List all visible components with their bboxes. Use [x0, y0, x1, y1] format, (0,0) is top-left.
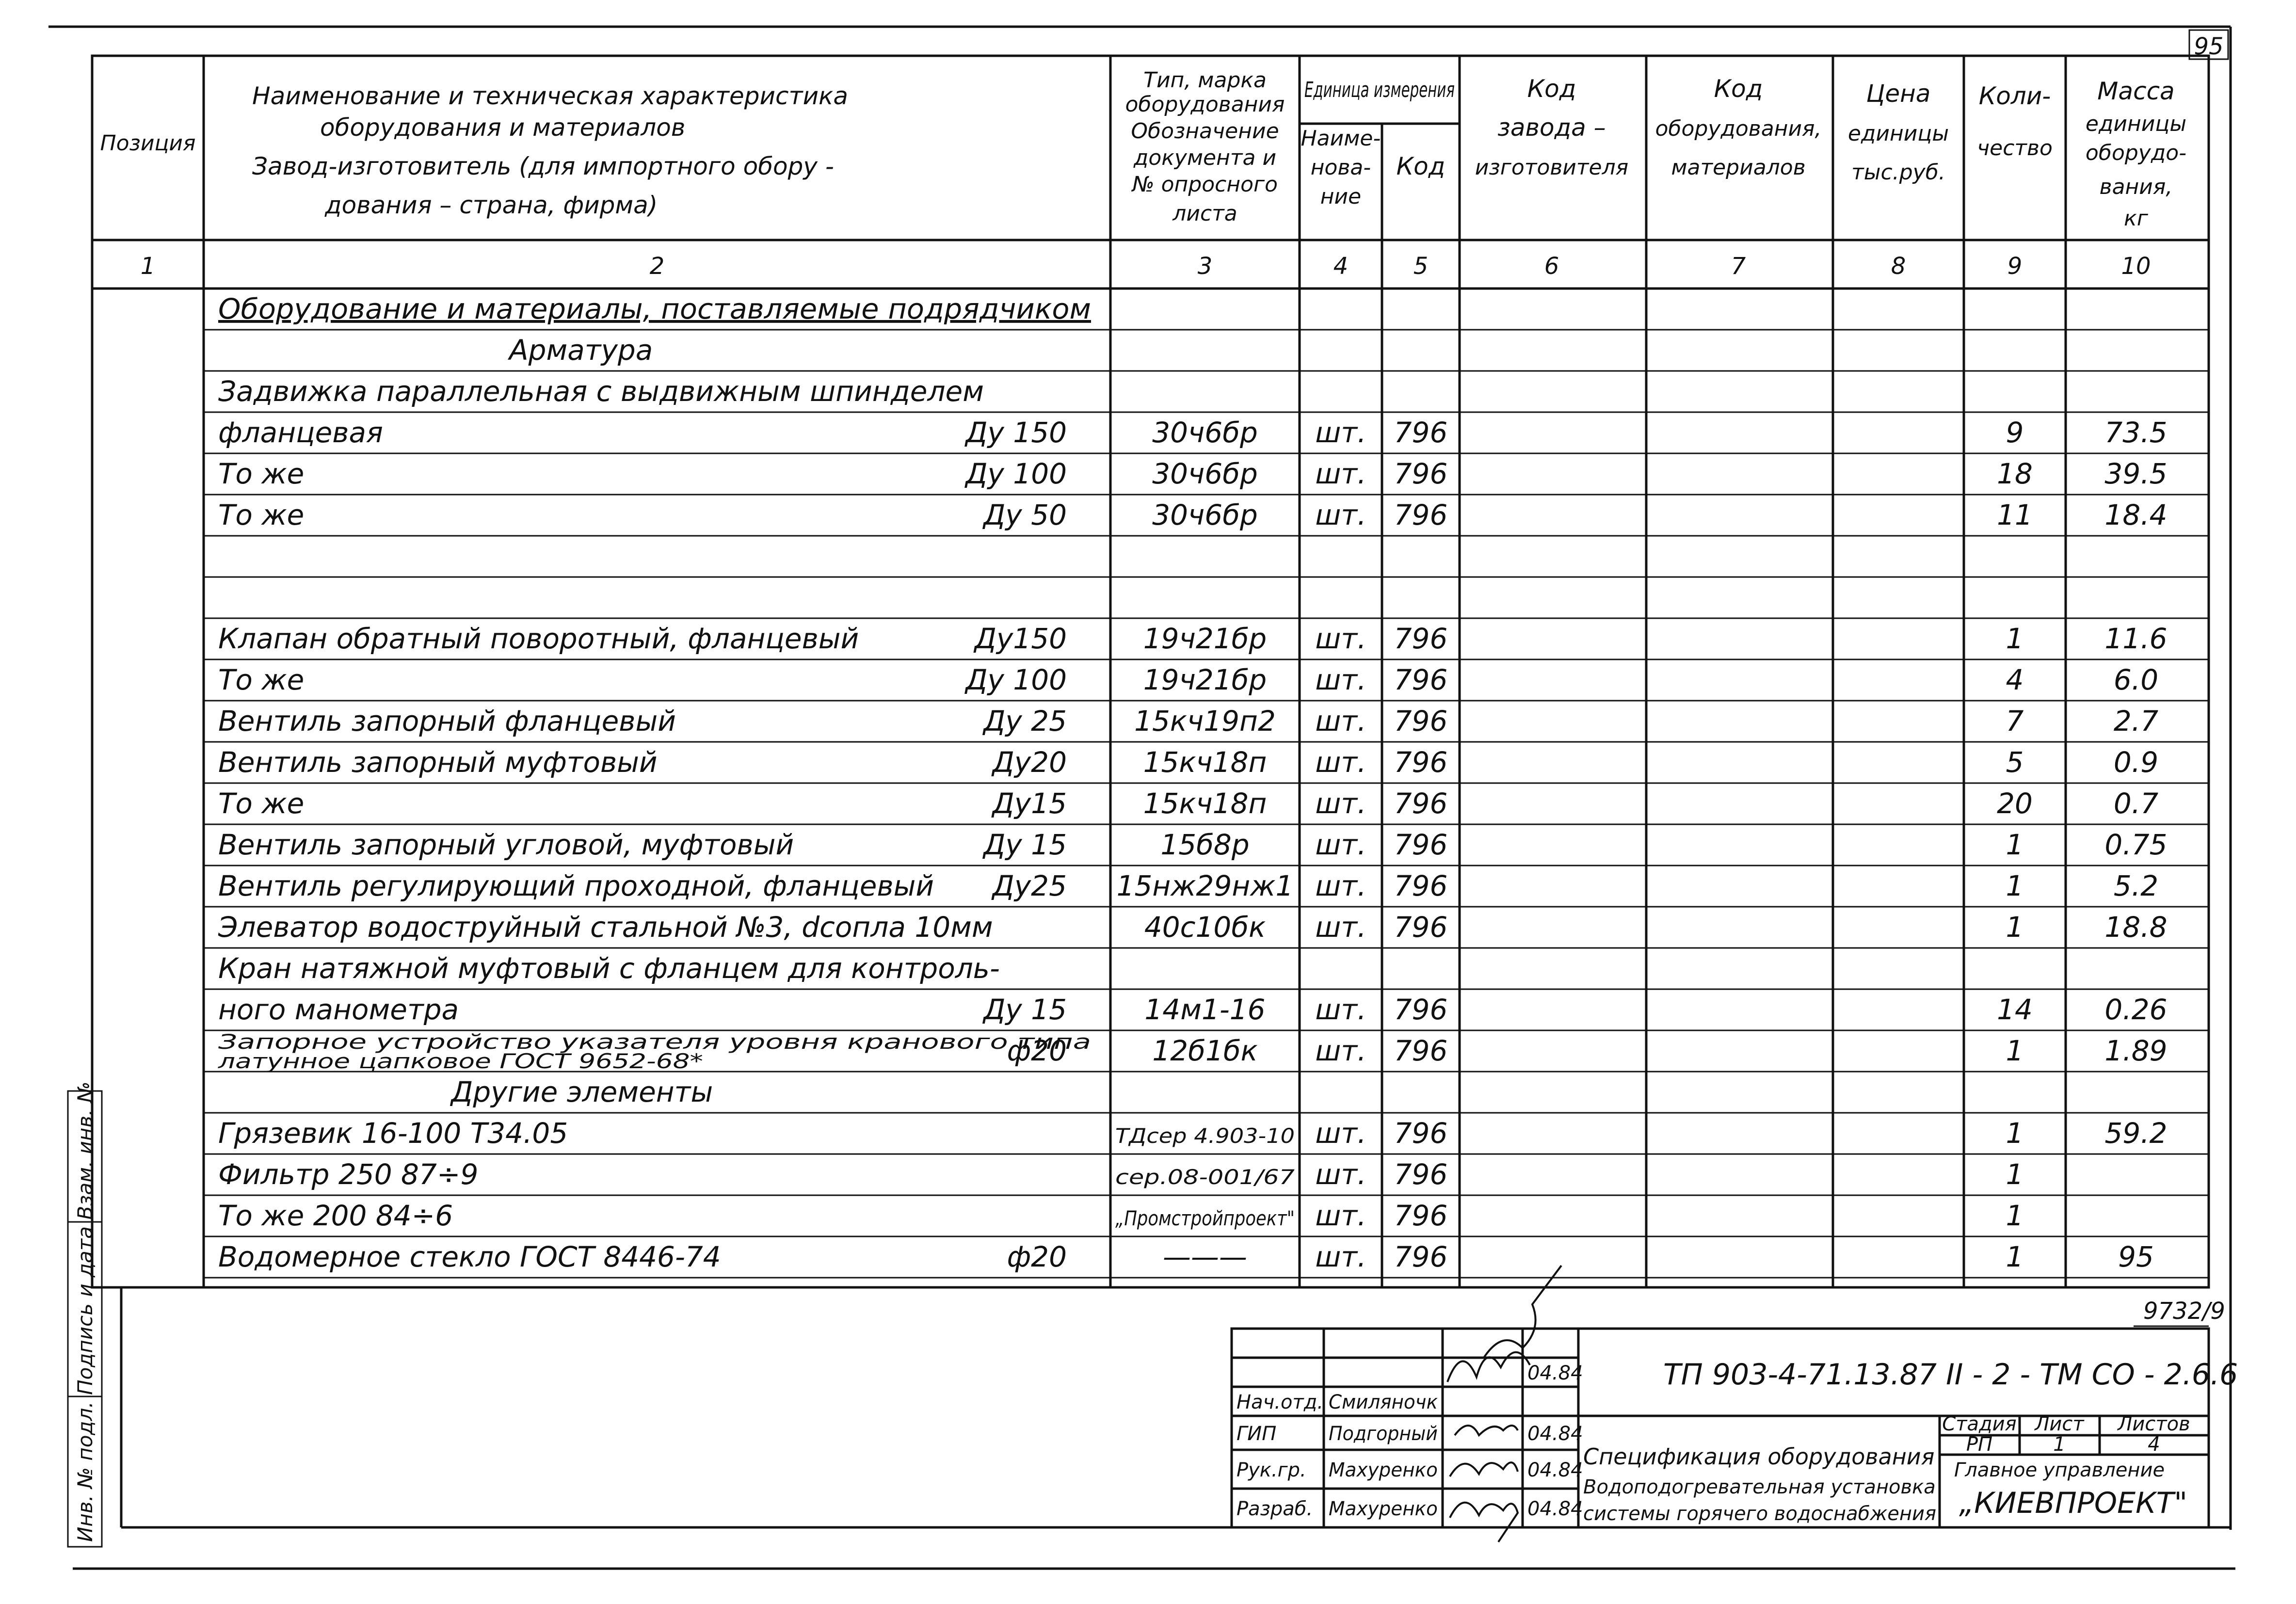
sheet-value: 1: [2053, 1433, 2066, 1456]
row-code: 796: [1394, 1199, 1448, 1232]
row-name: Вентиль запорный угловой, муфтовый: [218, 828, 794, 861]
name-developer: Махуренко: [1329, 1498, 1438, 1520]
header-mass-line5: кг: [2124, 206, 2148, 231]
row-name: Задвижка параллельная с выдвижным шпинделем: [218, 375, 984, 408]
row-unit: шт.: [1315, 457, 1366, 490]
row-unit: шт.: [1315, 1199, 1366, 1232]
row-name: Вентиль запорный фланцевый: [218, 705, 676, 738]
row-mass: 6.0: [2113, 663, 2159, 696]
table-row: [218, 787, 2158, 820]
row-mass: 59.2: [2104, 1117, 2168, 1150]
row-type: 30ч6бр: [1152, 498, 1258, 531]
row-size: Ду 50: [983, 498, 1067, 531]
table-row: [218, 292, 1091, 325]
row-type: „Промстройпроект": [1115, 1206, 1295, 1230]
column-numbers: [141, 253, 2151, 280]
row-qty: 1: [2006, 828, 2024, 861]
row-size: Ду 25: [983, 705, 1067, 738]
row-code: 796: [1394, 1158, 1448, 1191]
row-unit: шт.: [1315, 911, 1366, 944]
sheets-value: 4: [2148, 1433, 2160, 1456]
row-name: То же 200 84÷6: [218, 1199, 453, 1232]
colnum-2: 2: [649, 253, 665, 280]
row-name: То же: [218, 457, 305, 490]
header-unit-line1: Наиме-: [1301, 126, 1381, 151]
role-head-dept: Нач.отд.: [1236, 1391, 1324, 1413]
table-row: [218, 622, 2168, 655]
row-type: сер.08-001/67: [1115, 1165, 1295, 1189]
row-code: 796: [1394, 787, 1448, 820]
row-qty: 1: [2006, 869, 2024, 902]
table-row: [218, 993, 2168, 1026]
row-size: Ду 150: [965, 416, 1067, 449]
row-type: 15кч18п: [1143, 787, 1267, 820]
row-qty: 1: [2006, 1240, 2024, 1273]
row-type: 30ч6бр: [1152, 457, 1258, 490]
row-size: Ду20: [992, 746, 1067, 779]
role-gip: ГИП: [1236, 1423, 1277, 1445]
row-mass: 0.75: [2104, 828, 2168, 861]
row-code: 796: [1394, 993, 1448, 1026]
row-qty: 5: [2006, 746, 2024, 779]
row-code: 796: [1394, 828, 1448, 861]
date-head-dept: 04.84: [1527, 1362, 1583, 1384]
row-name: Запорное устройство указателя уровня кранового типа: [218, 1030, 1091, 1054]
stage-value: РП: [1966, 1433, 1993, 1456]
sheet-label: Лист: [2035, 1413, 2084, 1435]
row-code: 796: [1394, 911, 1448, 944]
table-row: [218, 457, 2168, 490]
row-name: Кран натяжной муфтовый с фланцем для контроль-: [218, 952, 1000, 985]
row-qty: 7: [2006, 705, 2024, 738]
header-name-line4: дования – страна, фирма): [325, 191, 658, 219]
row-name: Оборудование и материалы, поставляемые подрядчиком: [218, 292, 1091, 325]
row-code: 796: [1394, 869, 1448, 902]
row-unit: шт.: [1315, 828, 1366, 861]
table-row: [218, 705, 2158, 738]
row-name: Вентиль запорный муфтовый: [218, 746, 658, 779]
row-size: Ду 100: [965, 457, 1067, 490]
row-unit: шт.: [1315, 1117, 1366, 1150]
header-price-line2: единицы: [1847, 121, 1949, 146]
row-unit: шт.: [1315, 1034, 1366, 1067]
row-code: 796: [1394, 622, 1448, 655]
header-mass-line2: единицы: [2085, 112, 2187, 136]
row-size: Ду 15: [983, 828, 1067, 861]
colnum-6: 6: [1544, 253, 1559, 280]
colnum-1: 1: [140, 253, 156, 280]
table-row: [218, 1240, 2154, 1273]
colnum-8: 8: [1891, 253, 1906, 280]
row-type: 14м1-16: [1144, 993, 1266, 1026]
table-row: [218, 828, 2168, 861]
row-size: Ду25: [992, 869, 1067, 902]
row-name: фланцевая: [218, 416, 383, 449]
row-qty: 1: [2006, 1199, 2024, 1232]
row-code: 796: [1394, 1117, 1448, 1150]
header-price-line3: тыс.руб.: [1851, 160, 1945, 185]
row-name: Грязевик 16-100 Т34.05: [218, 1117, 568, 1150]
row-name: Клапан обратный поворотный, фланцевый: [218, 622, 859, 655]
row-unit: шт.: [1315, 1240, 1366, 1273]
header-equip-code-line2: оборудования,: [1655, 116, 1822, 141]
header-type-line2: оборудования: [1125, 92, 1285, 117]
role-developer: Разраб.: [1236, 1498, 1313, 1520]
header-equip-code-line3: материалов: [1671, 155, 1806, 180]
row-qty: 1: [2006, 1034, 2024, 1067]
header-mass-line3: оборудо-: [2085, 141, 2187, 165]
row-qty: 1: [2006, 911, 2024, 944]
date-developer: 04.84: [1527, 1498, 1583, 1520]
row-unit: шт.: [1315, 1158, 1366, 1191]
title-block: [1232, 1266, 2238, 1542]
header-type-line4: документа и: [1133, 145, 1277, 170]
row-unit: шт.: [1315, 416, 1366, 449]
inventory-number: 9732/9: [2143, 1298, 2225, 1325]
row-qty: 18: [1997, 457, 2033, 490]
table-row: [218, 663, 2158, 696]
row-code: 796: [1394, 416, 1448, 449]
header-type-line1: Тип, марка: [1143, 68, 1267, 93]
row-mass: 73.5: [2104, 416, 2168, 449]
row-name: ного манометра: [218, 993, 459, 1026]
side-stamp-text: Инв. № подл. Подпись и дата Взам. инв. №: [73, 1081, 97, 1542]
header-qty-line1: Коли-: [1978, 82, 2051, 110]
row-name: То же: [218, 663, 305, 696]
name-group-lead: Махуренко: [1329, 1459, 1438, 1481]
row-type: 15нж29нж1: [1116, 869, 1294, 902]
row-mass: 1.89: [2104, 1034, 2168, 1067]
title-line2: Водоподогревательная установка: [1583, 1476, 1936, 1498]
table-row: [218, 416, 2168, 449]
table-row: [218, 952, 1000, 985]
header-mass-line1: Масса: [2097, 77, 2175, 105]
sheets-label: Листов: [2118, 1413, 2190, 1435]
row-qty: 20: [1997, 787, 2033, 820]
header-plant-code-line3: изготовителя: [1475, 155, 1629, 180]
row-unit: шт.: [1315, 746, 1366, 779]
header-code: Код: [1396, 152, 1445, 180]
table-row: [507, 334, 653, 367]
row-name: Фильтр 250 87÷9: [218, 1158, 479, 1191]
table-header: [100, 68, 2186, 231]
row-code: 796: [1394, 457, 1448, 490]
row-type: 30ч6бр: [1152, 416, 1258, 449]
row-code: 796: [1394, 705, 1448, 738]
header-type-line6: листа: [1172, 201, 1237, 226]
row-name: То же: [218, 498, 305, 531]
title-line1: Спецификация оборудования: [1583, 1444, 1935, 1470]
row-size: Ду150: [974, 622, 1067, 655]
row-mass: 0.7: [2113, 787, 2159, 820]
row-size: Ду15: [992, 787, 1067, 820]
row-qty: 1: [2006, 622, 2024, 655]
row-name-cont: латунное цапковое ГОСТ 9652-68*: [217, 1049, 704, 1073]
table-row: [218, 1158, 2023, 1191]
header-plant-code-line1: Код: [1527, 75, 1576, 103]
row-qty: 14: [1997, 993, 2033, 1026]
row-qty: 11: [1997, 498, 2033, 531]
header-unit-line3: ние: [1320, 184, 1362, 209]
header-mass-line4: вания,: [2099, 175, 2173, 199]
stage-label: Стадия: [1942, 1413, 2017, 1435]
row-size: Ду 15: [983, 993, 1067, 1026]
page-number: 95: [2194, 33, 2224, 60]
colnum-7: 7: [1731, 253, 1746, 280]
colnum-3: 3: [1197, 253, 1213, 280]
row-code: 796: [1394, 1240, 1448, 1273]
row-qty: 1: [2006, 1117, 2024, 1150]
table-body: [204, 292, 2209, 1278]
row-unit: шт.: [1315, 498, 1366, 531]
header-name-line2: оборудования и материалов: [320, 113, 686, 142]
header-plant-code-line2: завода –: [1497, 113, 1606, 142]
colnum-9: 9: [2007, 253, 2023, 280]
row-type: 12б1бк: [1152, 1034, 1258, 1067]
name-gip: Подгорный: [1329, 1423, 1438, 1445]
header-unit-group: Единица измерения: [1304, 78, 1455, 102]
row-mass: 5.2: [2113, 869, 2159, 902]
row-code: 796: [1394, 1034, 1448, 1067]
row-unit: шт.: [1315, 622, 1366, 655]
row-name: То же: [218, 787, 305, 820]
row-unit: шт.: [1315, 705, 1366, 738]
row-mass: 39.5: [2104, 457, 2168, 490]
table-row: [218, 498, 2168, 531]
table-row: [218, 911, 2168, 944]
row-type: 40с10бк: [1144, 911, 1266, 944]
row-type: 15б8р: [1160, 828, 1250, 861]
org-line1: Главное управление: [1954, 1459, 2165, 1481]
row-code: 796: [1394, 663, 1448, 696]
header-position: Позиция: [100, 131, 196, 156]
row-type: 15кч19п2: [1134, 705, 1276, 738]
row-type: 19ч21бр: [1143, 622, 1267, 655]
row-name: Другие элементы: [451, 1075, 713, 1108]
row-name: Арматура: [509, 334, 653, 367]
row-name: Водомерное стекло ГОСТ 8446-74: [218, 1240, 721, 1273]
row-mass: 95: [2118, 1240, 2154, 1273]
header-name-line1: Наименование и техническая характеристика: [252, 82, 848, 110]
row-size: ф20: [1007, 1034, 1067, 1067]
date-group-lead: 04.84: [1527, 1459, 1583, 1481]
header-price-line1: Цена: [1866, 80, 1931, 108]
header-type-line3: Обозначение: [1131, 119, 1279, 144]
header-type-line5: № опросного: [1132, 172, 1278, 197]
row-code: 796: [1394, 498, 1448, 531]
row-mass: 18.4: [2104, 498, 2168, 531]
row-qty: 4: [2006, 663, 2024, 696]
name-head-dept: Смиляночк: [1329, 1391, 1438, 1413]
row-mass: 18.8: [2104, 911, 2168, 944]
table-row: [218, 375, 984, 408]
row-size: Ду 100: [965, 663, 1067, 696]
row-code: 796: [1394, 746, 1448, 779]
table-row: [218, 1030, 2168, 1073]
row-type: 15кч18п: [1143, 746, 1267, 779]
row-type: ———: [1163, 1240, 1247, 1273]
row-unit: шт.: [1315, 787, 1366, 820]
row-unit: шт.: [1315, 993, 1366, 1026]
table-row: [218, 746, 2158, 779]
row-unit: шт.: [1315, 663, 1366, 696]
row-unit: шт.: [1315, 869, 1366, 902]
header-name-line3: Завод-изготовитель (для импортного обору -: [252, 152, 834, 180]
row-mass: 0.26: [2104, 993, 2168, 1026]
row-qty: 1: [2006, 1158, 2024, 1191]
table-row: [218, 1199, 2023, 1232]
header-qty-line2: чество: [1977, 136, 2053, 160]
colnum-10: 10: [2121, 253, 2151, 280]
title-line3: системы горячего водоснабжения: [1583, 1503, 1937, 1525]
role-group-lead: Рук.гр.: [1236, 1459, 1306, 1481]
colnum-5: 5: [1413, 253, 1429, 280]
table-row: [450, 1075, 713, 1108]
row-type: ТДсер 4.903-10: [1115, 1124, 1295, 1148]
row-mass: 11.6: [2104, 622, 2168, 655]
row-size: ф20: [1007, 1240, 1067, 1273]
row-name: Вентиль регулирующий проходной, фланцевый: [218, 869, 934, 902]
table-row: [218, 1117, 2168, 1150]
header-unit-line2: нова-: [1310, 155, 1371, 180]
row-type: 19ч21бр: [1143, 663, 1267, 696]
row-qty: 9: [2006, 416, 2024, 449]
row-mass: 0.9: [2113, 746, 2159, 779]
date-gip: 04.84: [1527, 1423, 1583, 1445]
row-mass: 2.7: [2113, 705, 2159, 738]
header-equip-code-line1: Код: [1714, 75, 1763, 103]
table-row: [218, 869, 2158, 902]
row-name: Элеватор водоструйный стальной №3, dсопла 10мм: [218, 911, 993, 944]
document-code: ТП 903-4-71.13.87 II - 2 - ТМ СО - 2.6.6: [1663, 1358, 2238, 1392]
org-line2: „КИЕВПРОЕКТ": [1959, 1486, 2187, 1520]
colnum-4: 4: [1333, 253, 1349, 280]
